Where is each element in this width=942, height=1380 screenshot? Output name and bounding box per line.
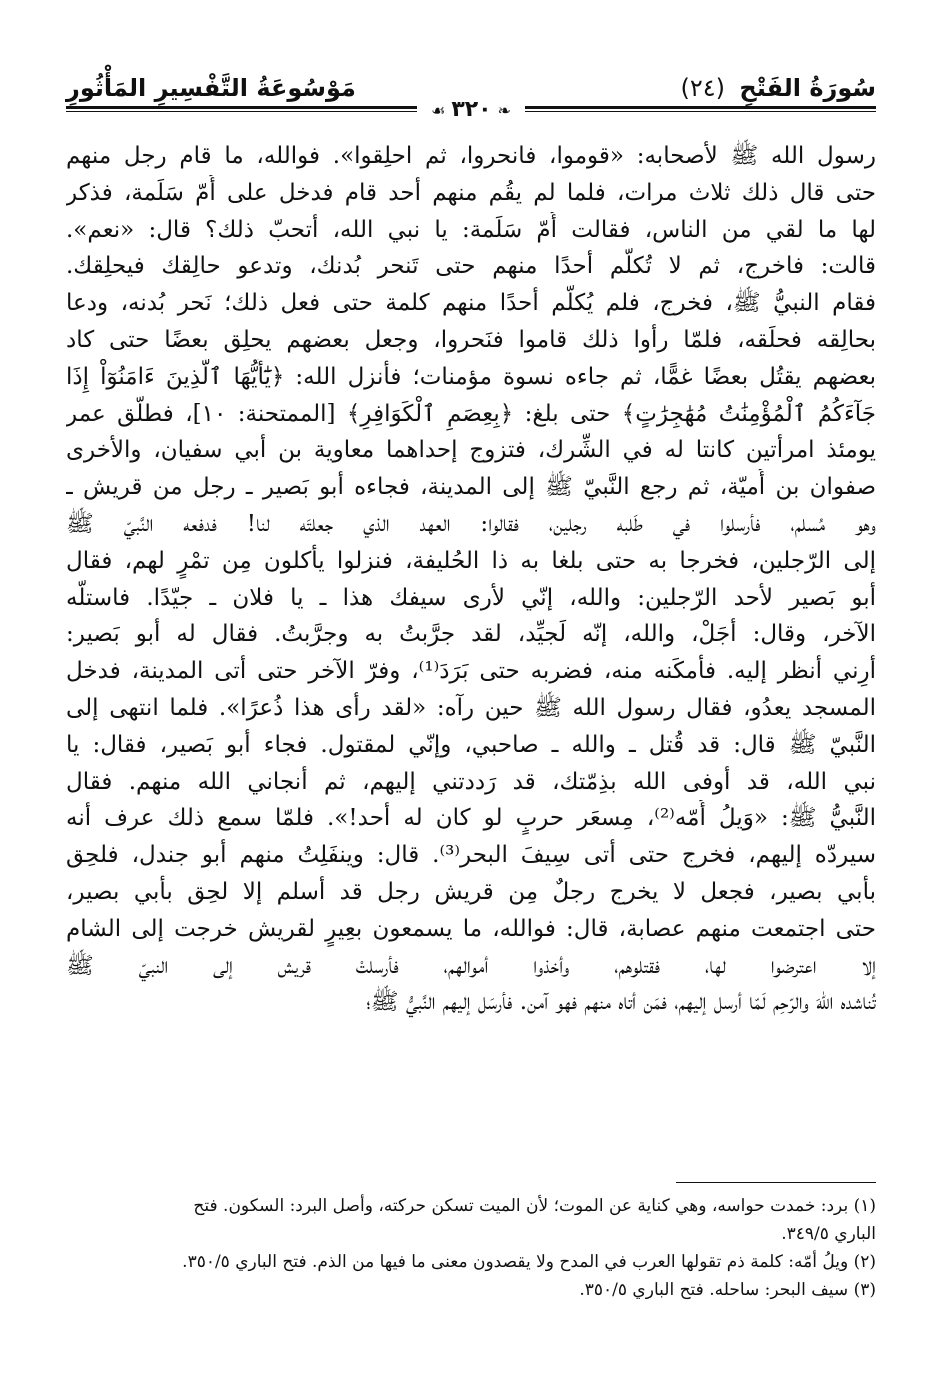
text-line: المسجد يعدُو، فقال رسول الله ﷺ حين رآه: «لقد رأى هذا ذُعرًا». فلما انتهى إلى (66, 694, 876, 721)
ornament-icon: ❧ (497, 101, 512, 120)
text-line: أبو بَصير لأحد الرّجلين: والله، إنّي لأرى سيفك هذا ـ يا فلان ـ جيّدًا. فاستلّه (66, 584, 876, 611)
footnote-line: الباري ٣٤٩/٥. (781, 1224, 876, 1244)
sura-number: (٢٤) (680, 74, 726, 102)
text-line: قالت: فاخرج، ثم لا تُكلّم أحدًا منهم حتى تَنحر بُدنك، وتدعو حالِقك فيحلِقك. (66, 253, 876, 280)
main-text (66, 138, 876, 1021)
page-number-block (0, 96, 942, 125)
footnote-line: (١) برد: خمدت حواسه، وهي كناية عن الموت؛ لأن الميت تسكن حركته، وأصل البرد: السكون. فتح (193, 1196, 876, 1216)
text-line: أرِني أنظر إليه. فأمكَنه منه، فضربه حتى بَرَدَ⁽¹⁾، وفرّ الآخر حتى أتى المدينة، فدخل (66, 658, 876, 685)
page-number: ٣٢٠ (451, 97, 492, 122)
text-line: النَّبيّ ﷺ قال: قد قُتل ـ والله ـ صاحبي، وإنّي لمقتول. فجاء أبو بَصير، فقال: يا (66, 731, 876, 758)
sura-title-text: سُورَةُ الفَتْحِ (739, 74, 876, 102)
text-line: سيردّه إليهم، فخرج حتى أتى سِيفَ البحر⁽³⁾. قال: وينفَلِتُ منهم أبو جندل، فلحِق (66, 842, 876, 869)
text-line: تُناشده اللهَ والرّحِم لَمّا أرسل إليهم، فمَن أتاه منهم فهو آمن. فأرسَل إليهم النَّبيُّ ﷺ؛ (366, 989, 876, 1016)
footnote-line: (٣) سيف البحر: ساحله. فتح الباري ٣٥٠/٥. (579, 1280, 876, 1300)
text-line: حتى قال ذلك ثلاث مرات، فلما لم يقُم منهم أحد قام فدخل على أُمّ سَلَمة، فذكر (66, 179, 876, 206)
ornament-icon: ☙ (430, 101, 446, 120)
footnote-line: (٢) ويلُ أمّه: كلمة ذم تقولها العرب في المدح ولا يقصدون معنى ما فيها من الذم. فتح الباري ٣٥٠/٥. (182, 1252, 876, 1272)
footnotes (66, 1192, 876, 1304)
text-line: يومئذ امرأتين كانتا له في الشِّرك، فتزوج إحداهما معاوية بن أبي سفيان، والأخرى (66, 437, 876, 464)
text-line: جَآءَكُمُ ٱلْمُؤْمِنَٰتُ مُهَٰجِرَٰتٍ﴾ حتى بلغ: ﴿بِعِصَمِ ٱلْكَوَافِرِ﴾ [الممتحنة: ١٠]، فطلّق عمر (66, 400, 876, 427)
text-line: فقام النبيُّ ﷺ، فخرج، فلم يُكلّم أحدًا منهم كلمة حتى فعل ذلك؛ نَحر بُدنه، ودعا (66, 290, 876, 317)
text-line: نبي الله، قد أوفى الله بذِمّتك، قد رَددتني إليهم، ثم أنجاني الله منهم. فقال (66, 768, 876, 795)
text-line: رسول الله ﷺ لأصحابه: «قوموا، فانحروا، ثم احلِقوا». فوالله، ما قام رجل منهم (66, 143, 876, 169)
text-line: صفوان بن أُميّة، ثم رجع النَّبيّ ﷺ إلى المدينة، فجاءه أبو بَصير ـ رجل من قريش ـ (66, 474, 876, 501)
text-line: بعضهم يقتُل بعضًا غمًّا، ثم جاءه نسوة مؤمنات؛ فأنزل الله: ﴿يَٰٓأَيُّهَا ٱلَّذِينَ ءَامَنُوٓاْ إِذَا (66, 363, 876, 390)
text-line: الآخر، وقال: أجَلْ، والله، إنّه لَجيِّد، لقد جرَّبتُ به وجرَّبتُ. فقال له أبو بَصير: (66, 621, 876, 648)
text-line: بأبي بصير، فجعل لا يخرج رجلٌ مِن قريش رجل قد أسلم إلا لحِق بأبي بصير، (66, 878, 876, 905)
text-line: إلى الرّجلين، فخرجا به حتى بلغا به ذا الحُليفة، فنزلوا يأكلون مِن تمْرٍ لهم، فقال (66, 547, 876, 574)
text-line: وهو مُسلم، فأرسلوا في طَلبه رجلين، فقالوا: العهد الذي جعلتَه لنا! فدفعه النَّبيّ ﷺ (66, 510, 876, 537)
work-title: مَوْسُوعَةُ التَّفْسِيرِ المَأْثُورِ (66, 74, 356, 102)
footnote-rule (676, 1182, 876, 1183)
text-line: حتى اجتمعت منهم عصابة، قال: فوالله، ما يسمعون بعِيرٍ لقريش خرجت إلى الشام (66, 915, 876, 942)
page-number-box (417, 96, 525, 125)
text-line: بحالِقه فحلَقه، فلمّا رأوا ذلك قاموا فنَحروا، وجعل بعضهم يحلِق بعضًا حتى كاد (66, 326, 876, 353)
text-line: إلا اعترضوا لها، فقتلوهم، وأخذوا أموالهم، فأرسلتْ قريش إلى النبيّ ﷺ (66, 952, 876, 979)
text-line: النَّبيُّ ﷺ: «وَيلُ أُمّه⁽²⁾، مِسعَر حربٍ لو كان له أحد!». فلمّا سمع ذلك عرف أنه (66, 805, 876, 832)
text-line: لها ما لقي من الناس، فقالت أُمّ سَلَمة: يا نبي الله، أتحبّ ذلك؟ قال: «نعم». (66, 216, 876, 243)
